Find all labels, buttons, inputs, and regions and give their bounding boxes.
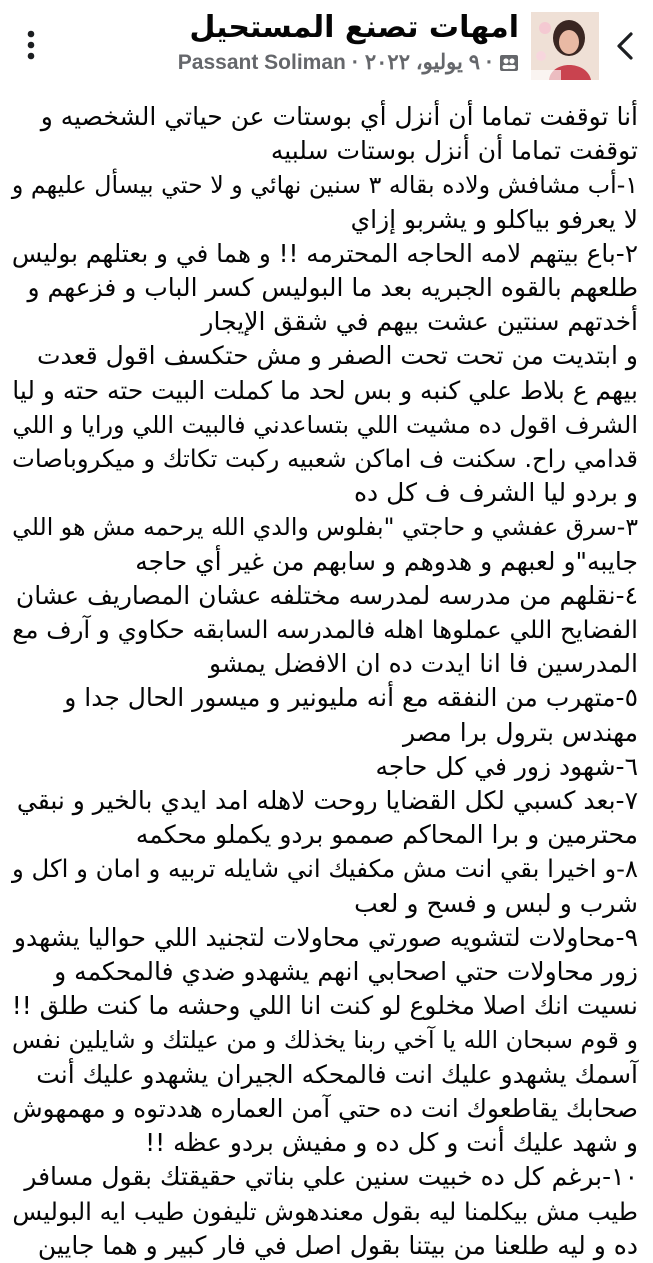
back-button[interactable] — [607, 26, 643, 66]
more-options-icon — [27, 30, 35, 60]
post-line-28: و قوم سبحان الله يا آخي ربنا يخذلك و من عيلتك و شايلين نفس — [11, 1026, 638, 1055]
post-line-3: ١-أب مشافش ولاده بقاله ٣ سنين نهائي و لا حتي بيسأل عليهم و — [11, 171, 638, 200]
post-meta — [178, 50, 519, 75]
post-line-32: ١٠-برغم كل ده خبيت سنين علي بناتي حقيقتك بقول مسافر — [24, 1162, 638, 1192]
author-name[interactable]: Passant Soliman — [177, 50, 346, 74]
post-line-10: الشرف اقول ده مشيت اللي بتساعدني فالبيت اللي ورايا و اللي — [12, 410, 638, 439]
post-line-1: أنا توقفت تماما أن أنزل أي بوستات عن حياتي الشخصيه و — [40, 102, 638, 131]
more-options-button[interactable] — [14, 28, 48, 62]
post-line-26: زور محاولات حتي اصحابي انهم يشهدو ضدي فالمحكمه و — [54, 957, 638, 987]
post-line-34: ده و ليه طلعنا من بيتنا بقول اصل في فار كبير و هما جايين — [37, 1230, 638, 1260]
post-line-2: توقفت تماما أن أنزل بوستات سلبيه — [270, 136, 638, 166]
post-line-17: المدرسين فا انا ايدت ده ان الافضل يمشو — [209, 649, 638, 679]
group-name[interactable]: امهات تصنع المستحيل — [189, 10, 519, 45]
post-line-21: ٧-بعد كسبي لكل القضايا روحت لاهله امد ايدي بالخير و نبقي — [16, 786, 638, 816]
group-audience-icon — [499, 54, 519, 72]
group-avatar[interactable] — [531, 12, 599, 80]
post-line-5: ٢-باع بيتهم لامه الحاجه المحترمه !! و هما في و بعتلهم بوليس — [11, 238, 638, 268]
meta-separator: · — [351, 50, 359, 74]
post-body — [12, 100, 638, 1263]
post-line-4: لا يعرفو بياكلو و يشربو إزاي — [350, 204, 638, 234]
post-line-19: مهندس بترول برا مصر — [402, 717, 638, 747]
post-line-12: و بردو ليا الشرف ف كل ده — [353, 478, 638, 508]
post-header — [0, 0, 653, 92]
post-line-22: محترمين و برا المحاكم صممو بردو يكملو محكمه — [135, 820, 638, 850]
post-line-31: و شهد عليك أنت و كل ده و مفيش بردو عظه !! — [145, 1128, 638, 1158]
post-line-6: طلعهم بالقوه الجبريه بعد ما البوليس كسر الباب و فزعهم و — [27, 273, 638, 303]
post-line-16: الفضايح اللي عملوها اهله فالمدرسه السابقه حكاوي و آرف مع — [12, 615, 638, 645]
post-line-15: ٤-نقلهم من مدرسه لمدرسه مختلفه عشان المصاريف عشان — [15, 580, 638, 610]
meta-separator-2: · — [486, 50, 493, 74]
group-avatar-image — [531, 12, 599, 80]
post-line-8: و ابتديت من تحت تحت الصفر و مش حتكسف اقول قعدت — [37, 341, 638, 371]
post-line-14: جايبه"و لعبهم و هدوهم و سابهم من غير أي حاجه — [135, 546, 638, 576]
post-line-24: شرب و لبس و فسح و لعب — [354, 888, 638, 918]
post-line-9: بيهم ع بلاط علي كنبه و بس لحد ما كملت البيت حته حته و ليا — [12, 375, 638, 405]
post-line-20: ٦-شهود زور في كل حاجه — [375, 751, 638, 781]
post-line-7: أخدتهم سنتين عشت بيهم في شقق الإيجار — [201, 307, 638, 337]
post-line-27: نسيت انك اصلا مخلوع لو كنت انا اللي وحشه ما كنت طلق !! — [11, 991, 638, 1021]
post-line-29: آسمك يشهدو عليك انت فالمحكه الجيران يشهدو عليك أنت — [36, 1059, 638, 1089]
post-line-33: طيب مش بيكلمنا ليه بقول معندهوش تليفون طيب ايه البوليس — [12, 1196, 638, 1226]
chevron-left-icon — [616, 31, 634, 61]
post-line-13: ٣-سرق عفشي و حاجتي "بفلوس والدي الله يرحمه مش هو اللي — [12, 513, 638, 542]
post-line-30: صحابك يقاطعوك انت ده حتي آمن العماره هددتوه و مهمهوش — [12, 1093, 638, 1123]
post-line-18: ٥-متهرب من النفقه مع أنه مليونير و ميسور الحال جدا و — [64, 683, 638, 713]
post-line-25: ٩-محاولات لتشويه صورتي محاولات لتجنيد اللي حواليا يشهدو — [13, 922, 638, 952]
post-date[interactable]: ٩ يوليو، ٢٠٢٢ — [364, 51, 480, 74]
post-line-23: ٨-و اخيرا بقي انت مش مكفيك اني شايله تربيه و امان و اكل و — [12, 854, 638, 884]
post-line-11: قدامي راح. سكنت ف اماكن شعبيه ركبت تكاتك و ميكروباصات — [12, 445, 638, 474]
